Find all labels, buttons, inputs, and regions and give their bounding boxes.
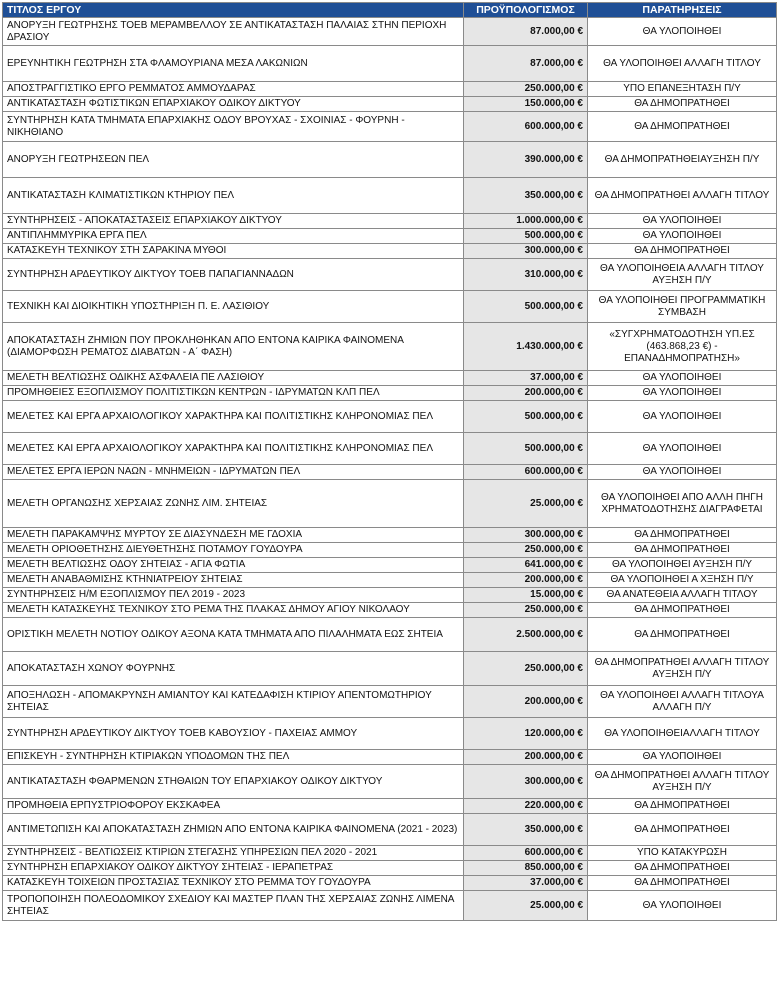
budget-cell: 200.000,00 € <box>464 386 588 401</box>
project-title-cell: ΤΡΟΠΟΠΟΙΗΣΗ ΠΟΛΕΟΔΟΜΙΚΟΥ ΣΧΕΔΙΟΥ ΚΑΙ ΜΑΣΤΕΡ ΠΛΑΝ ΤΗΣ ΧΕΡΣΑΙΑΣ ΖΩΝΗΣ ΛΙΜΕΝΑ ΣΗΤΕΙΑΣ <box>3 891 464 921</box>
budget-cell: 87.000,00 € <box>464 46 588 82</box>
project-title-cell: ΚΑΤΑΣΚΕΥΗ ΤΕΧΝΙΚΟΥ ΣΤΗ ΣΑΡΑΚΙΝΑ ΜΥΘΟΙ <box>3 244 464 259</box>
notes-cell: ΥΠΟ ΚΑΤΑΚΥΡΩΣΗ <box>588 846 777 861</box>
project-title-cell: ΕΡΕΥΝΗΤΙΚΗ ΓΕΩΤΡΗΣΗ ΣΤΑ ΦΛΑΜΟΥΡΙΑΝΑ ΜΕΣΑ ΛΑΚΩΝΙΩΝ <box>3 46 464 82</box>
budget-cell: 310.000,00 € <box>464 259 588 291</box>
table-row <box>3 718 777 750</box>
budget-cell: 120.000,00 € <box>464 718 588 750</box>
table-row <box>3 846 777 861</box>
project-title-cell: ΤΕΧΝΙΚΗ ΚΑΙ ΔΙΟΙΚΗΤΙΚΗ ΥΠΟΣΤΗΡΙΞΗ Π. Ε. ΛΑΣΙΘΙΟΥ <box>3 291 464 323</box>
project-title-cell: ΜΕΛΕΤΕΣ ΕΡΓΑ ΙΕΡΩΝ ΝΑΩΝ - ΜΝΗΜΕΙΩΝ - ΙΔΡΥΜΑΤΩΝ ΠΕΛ <box>3 465 464 480</box>
project-title-cell: ΣΥΝΤΗΡΗΣΕΙΣ - ΑΠΟΚΑΤΑΣΤΑΣΕΙΣ ΕΠΑΡΧΙΑΚΟΥ ΔΙΚΤΥΟΥ <box>3 214 464 229</box>
budget-cell: 1.430.000,00 € <box>464 323 588 371</box>
notes-cell: ΘΑ ΥΛΟΠΟΙΗΘΕΙ <box>588 750 777 765</box>
notes-cell: ΘΑ ΔΗΜΟΠΡΑΤΗΘΕΙ <box>588 112 777 142</box>
project-title-cell: ΜΕΛΕΤΗ ΒΕΛΤΙΩΣΗΣ ΟΔΟΥ ΣΗΤΕΙΑΣ - ΑΓΙΑ ΦΩΤΙΑ <box>3 558 464 573</box>
notes-cell: ΘΑ ΥΛΟΠΟΙΗΘΕΙ <box>588 371 777 386</box>
table-row <box>3 323 777 371</box>
budget-cell: 600.000,00 € <box>464 112 588 142</box>
notes-cell: ΘΑ ΥΛΟΠΟΙΗΘΕΙ <box>588 465 777 480</box>
table-row <box>3 603 777 618</box>
budget-cell: 600.000,00 € <box>464 846 588 861</box>
table-row <box>3 765 777 799</box>
column-header-notes: ΠΑΡΑΤΗΡΗΣΕΙΣ <box>588 3 777 18</box>
notes-cell: ΘΑ ΔΗΜΟΠΡΑΤΗΘΕΙ <box>588 861 777 876</box>
project-title-cell: ΜΕΛΕΤΗ ΒΕΛΤΙΩΣΗΣ ΟΔΙΚΗΣ ΑΣΦΑΛΕΙΑ ΠΕ ΛΑΣΙΘΙΟΥ <box>3 371 464 386</box>
project-title-cell: ΜΕΛΕΤΗ ΚΑΤΑΣΚΕΥΗΣ ΤΕΧΝΙΚΟΥ ΣΤΟ ΡΕΜΑ ΤΗΣ ΠΛΑΚΑΣ ΔΗΜΟΥ ΑΓΙΟΥ ΝΙΚΟΛΑΟΥ <box>3 603 464 618</box>
project-title-cell: ΑΝΤΙΚΑΤΑΣΤΑΣΗ ΦΩΤΙΣΤΙΚΩΝ ΕΠΑΡΧΙΑΚΟΥ ΟΔΙΚΟΥ ΔΙΚΤΥΟΥ <box>3 97 464 112</box>
notes-cell: ΘΑ ΥΛΟΠΟΙΗΘΕΙ <box>588 433 777 465</box>
budget-cell: 200.000,00 € <box>464 686 588 718</box>
notes-cell: ΘΑ ΥΛΟΠΟΙΗΘΕΙ <box>588 18 777 46</box>
table-header-row <box>3 3 777 18</box>
table-row <box>3 543 777 558</box>
notes-cell: ΘΑ ΥΛΟΠΟΙΗΘΕΙ ΑΛΛΑΓΗ ΤΙΤΛΟΥ <box>588 46 777 82</box>
notes-cell: ΘΑ ΑΝΑΤΕΘΕΙΑ ΑΛΛΑΓΗ ΤΙΤΛΟΥ <box>588 588 777 603</box>
notes-cell: ΘΑ ΥΛΟΠΟΙΗΘΕΙ Α ΧΞΗΣΗ Π/Υ <box>588 573 777 588</box>
notes-cell: ΥΠΟ ΕΠΑΝΕΞΗΤΑΣΗ Π/Υ <box>588 82 777 97</box>
project-title-cell: ΑΝΤΙΚΑΤΑΣΤΑΣΗ ΦΘΑΡΜΕΝΩΝ ΣΤΗΘΑΙΩΝ ΤΟΥ ΕΠΑΡΧΙΑΚΟΥ ΟΔΙΚΟΥ ΔΙΚΤΥΟΥ <box>3 765 464 799</box>
budget-cell: 250.000,00 € <box>464 603 588 618</box>
table-row <box>3 97 777 112</box>
project-title-cell: ΣΥΝΤΗΡΗΣΕΙΣ Η/Μ ΕΞΟΠΛΙΣΜΟΥ ΠΕΛ 2019 - 2023 <box>3 588 464 603</box>
budget-cell: 300.000,00 € <box>464 765 588 799</box>
table-row <box>3 229 777 244</box>
table-row <box>3 142 777 178</box>
notes-cell: ΘΑ ΥΛΟΠΟΙΗΘΕΙ ΑΛΛΑΓΗ ΤΙΤΛΟΥΑ ΑΛΛΑΓΗ Π/Υ <box>588 686 777 718</box>
budget-cell: 37.000,00 € <box>464 371 588 386</box>
notes-cell: ΘΑ ΔΗΜΟΠΡΑΤΗΘΕΙ <box>588 97 777 112</box>
budget-cell: 25.000,00 € <box>464 480 588 528</box>
budget-cell: 250.000,00 € <box>464 82 588 97</box>
budget-cell: 300.000,00 € <box>464 528 588 543</box>
budget-cell: 500.000,00 € <box>464 433 588 465</box>
project-title-cell: ΑΝΤΙΜΕΤΩΠΙΣΗ ΚΑΙ ΑΠΟΚΑΤΑΣΤΑΣΗ ΖΗΜΙΩΝ ΑΠΟ ΕΝΤΟΝΑ ΚΑΙΡΙΚΑ ΦΑΙΝΟΜΕΝΑ (2021 - 2023) <box>3 814 464 846</box>
budget-cell: 390.000,00 € <box>464 142 588 178</box>
table-row <box>3 244 777 259</box>
table-row <box>3 861 777 876</box>
budget-cell: 25.000,00 € <box>464 891 588 921</box>
table-row <box>3 178 777 214</box>
project-title-cell: ΑΝΟΡΥΞΗ ΓΕΩΤΡΗΣΗΣ ΤΟΕΒ ΜΕΡΑΜΒΕΛΛΟΥ ΣΕ ΑΝΤΙΚΑΤΑΣΤΑΣΗ ΠΑΛΑΙΑΣ ΣΤΗΝ ΠΕΡΙΟΧΗ ΔΡΑΣΙΟΥ <box>3 18 464 46</box>
notes-cell: «ΣΥΓΧΡΗΜΑΤΟΔΟΤΗΣΗ ΥΠ.ΕΣ (463.868,23 €) - ΕΠΑΝΑΔΗΜΟΠΡΑΤΗΣΗ» <box>588 323 777 371</box>
table-row <box>3 686 777 718</box>
table-row <box>3 82 777 97</box>
notes-cell: ΘΑ ΥΛΟΠΟΙΗΘΕΙ <box>588 891 777 921</box>
project-title-cell: ΠΡΟΜΗΘΕΙΕΣ ΕΞΟΠΛΙΣΜΟΥ ΠΟΛΙΤΙΣΤΙΚΩΝ ΚΕΝΤΡΩΝ - ΙΔΡΥΜΑΤΩΝ ΚΛΠ ΠΕΛ <box>3 386 464 401</box>
table-row <box>3 386 777 401</box>
project-title-cell: ΜΕΛΕΤΗ ΠΑΡΑΚΑΜΨΗΣ ΜΥΡΤΟΥ ΣΕ ΔΙΑΣΥΝΔΕΣΗ ΜΕ ΓΔΟΧΙΑ <box>3 528 464 543</box>
table-row <box>3 876 777 891</box>
column-header-budget: ΠΡΟΫΠΟΛΟΓΙΣΜΟΣ <box>464 3 588 18</box>
notes-cell: ΘΑ ΥΛΟΠΟΙΗΘΕΙΑ ΑΛΛΑΓΗ ΤΙΤΛΟΥ ΑΥΞΗΣΗ Π/Υ <box>588 259 777 291</box>
notes-cell: ΘΑ ΔΗΜΟΠΡΑΤΗΘΕΙ <box>588 244 777 259</box>
budget-cell: 37.000,00 € <box>464 876 588 891</box>
notes-cell: ΘΑ ΔΗΜΟΠΡΑΤΗΘΕΙΑΥΞΗΣΗ Π/Υ <box>588 142 777 178</box>
project-title-cell: ΕΠΙΣΚΕΥΗ - ΣΥΝΤΗΡΗΣΗ ΚΤΙΡΙΑΚΩΝ ΥΠΟΔΟΜΩΝ ΤΗΣ ΠΕΛ <box>3 750 464 765</box>
budget-cell: 250.000,00 € <box>464 652 588 686</box>
notes-cell: ΘΑ ΔΗΜΟΠΡΑΤΗΘΕΙ ΑΛΛΑΓΗ ΤΙΤΛΟΥ <box>588 178 777 214</box>
table-row <box>3 652 777 686</box>
table-row <box>3 401 777 433</box>
budget-cell: 2.500.000,00 € <box>464 618 588 652</box>
notes-cell: ΘΑ ΥΛΟΠΟΙΗΘΕΙ ΑΠΟ ΑΛΛΗ ΠΗΓΗ ΧΡΗΜΑΤΟΔΟΤΗΣΗΣ ΔΙΑΓΡΑΦΕΤΑΙ <box>588 480 777 528</box>
budget-cell: 200.000,00 € <box>464 573 588 588</box>
project-title-cell: ΜΕΛΕΤΕΣ ΚΑΙ ΕΡΓΑ ΑΡΧΑΙΟΛΟΓΙΚΟΥ ΧΑΡΑΚΤΗΡΑ ΚΑΙ ΠΟΛΙΤΙΣΤΙΚΗΣ ΚΛΗΡΟΝΟΜΙΑΣ ΠΕΛ <box>3 401 464 433</box>
table-row <box>3 291 777 323</box>
notes-cell: ΘΑ ΔΗΜΟΠΡΑΤΗΘΕΙ <box>588 618 777 652</box>
table-row <box>3 891 777 921</box>
notes-cell: ΘΑ ΔΗΜΟΠΡΑΤΗΘΕΙ ΑΛΛΑΓΗ ΤΙΤΛΟΥ ΑΥΞΗΣΗ Π/Υ <box>588 652 777 686</box>
table-row <box>3 214 777 229</box>
project-title-cell: ΜΕΛΕΤΗ ΑΝΑΒΑΘΜΙΣΗΣ ΚΤΗΝΙΑΤΡΕΙΟΥ ΣΗΤΕΙΑΣ <box>3 573 464 588</box>
notes-cell: ΘΑ ΥΛΟΠΟΙΗΘΕΙΑΛΛΑΓΗ ΤΙΤΛΟΥ <box>588 718 777 750</box>
notes-cell: ΘΑ ΥΛΟΠΟΙΗΘΕΙ <box>588 214 777 229</box>
project-title-cell: ΜΕΛΕΤΗ ΟΡΓΑΝΩΣΗΣ ΧΕΡΣΑΙΑΣ ΖΩΝΗΣ ΛΙΜ. ΣΗΤΕΙΑΣ <box>3 480 464 528</box>
project-title-cell: ΑΝΤΙΚΑΤΑΣΤΑΣΗ ΚΛΙΜΑΤΙΣΤΙΚΩΝ ΚΤΗΡΙΟΥ ΠΕΛ <box>3 178 464 214</box>
table-row <box>3 799 777 814</box>
notes-cell: ΘΑ ΥΛΟΠΟΙΗΘΕΙ <box>588 386 777 401</box>
notes-cell: ΘΑ ΔΗΜΟΠΡΑΤΗΘΕΙ <box>588 528 777 543</box>
budget-cell: 500.000,00 € <box>464 291 588 323</box>
project-title-cell: ΑΝΤΙΠΛΗΜΜΥΡΙΚΑ ΕΡΓΑ ΠΕΛ <box>3 229 464 244</box>
table-row <box>3 480 777 528</box>
projects-table <box>2 2 777 921</box>
project-title-cell: ΣΥΝΤΗΡΗΣΗ ΑΡΔΕΥΤΙΚΟΥ ΔΙΚΤΥΟΥ ΤΟΕΒ ΠΑΠΑΓΙΑΝΝΑΔΩΝ <box>3 259 464 291</box>
notes-cell: ΘΑ ΔΗΜΟΠΡΑΤΗΘΕΙ ΑΛΛΑΓΗ ΤΙΤΛΟΥ ΑΥΞΗΣΗ Π/Υ <box>588 765 777 799</box>
table-row <box>3 371 777 386</box>
table-row <box>3 558 777 573</box>
project-title-cell: ΟΡΙΣΤΙΚΗ ΜΕΛΕΤΗ ΝΟΤΙΟΥ ΟΔΙΚΟΥ ΑΞΟΝΑ ΚΑΤΑ ΤΜΗΜΑΤΑ ΑΠΟ ΠΙΛΑΛΗΜΑΤΑ ΕΩΣ ΣΗΤΕΙΑ <box>3 618 464 652</box>
budget-cell: 300.000,00 € <box>464 244 588 259</box>
table-row <box>3 46 777 82</box>
budget-cell: 350.000,00 € <box>464 814 588 846</box>
notes-cell: ΘΑ ΔΗΜΟΠΡΑΤΗΘΕΙ <box>588 603 777 618</box>
notes-cell: ΘΑ ΥΛΟΠΟΙΗΘΕΙ ΑΥΞΗΣΗ Π/Υ <box>588 558 777 573</box>
project-title-cell: ΑΝΟΡΥΞΗ ΓΕΩΤΡΗΣΕΩΝ ΠΕΛ <box>3 142 464 178</box>
budget-cell: 850.000,00 € <box>464 861 588 876</box>
project-title-cell: ΣΥΝΤΗΡΗΣΕΙΣ - ΒΕΛΤΙΩΣΕΙΣ ΚΤΙΡΙΩΝ ΣΤΕΓΑΣΗΣ ΥΠΗΡΕΣΙΩΝ ΠΕΛ 2020 - 2021 <box>3 846 464 861</box>
table-row <box>3 588 777 603</box>
notes-cell: ΘΑ ΔΗΜΟΠΡΑΤΗΘΕΙ <box>588 543 777 558</box>
budget-cell: 200.000,00 € <box>464 750 588 765</box>
column-header-title: ΤΙΤΛΟΣ ΕΡΓΟΥ <box>3 3 464 18</box>
notes-cell: ΘΑ ΔΗΜΟΠΡΑΤΗΘΕΙ <box>588 876 777 891</box>
notes-cell: ΘΑ ΥΛΟΠΟΙΗΘΕΙ <box>588 401 777 433</box>
project-title-cell: ΑΠΟΚΑΤΑΣΤΑΣΗ ΧΩΝΟΥ ΦΟΥΡΝΗΣ <box>3 652 464 686</box>
project-title-cell: ΑΠΟΣΤΡΑΓΓΙΣΤΙΚΟ ΕΡΓΟ ΡΕΜΜΑΤΟΣ ΑΜΜΟΥΔΑΡΑΣ <box>3 82 464 97</box>
table-row <box>3 112 777 142</box>
notes-cell: ΘΑ ΥΛΟΠΟΙΗΘΕΙ <box>588 229 777 244</box>
table-body <box>3 18 777 921</box>
budget-cell: 150.000,00 € <box>464 97 588 112</box>
table-row <box>3 573 777 588</box>
table-row <box>3 814 777 846</box>
project-title-cell: ΣΥΝΤΗΡΗΣΗ ΑΡΔΕΥΤΙΚΟΥ ΔΙΚΤΥΟΥ ΤΟΕΒ ΚΑΒΟΥΣΙΟΥ - ΠΑΧΕΙΑΣ ΑΜΜΟΥ <box>3 718 464 750</box>
budget-cell: 87.000,00 € <box>464 18 588 46</box>
table-row <box>3 750 777 765</box>
project-title-cell: ΠΡΟΜΗΘΕΙΑ ΕΡΠΥΣΤΡΙΟΦΟΡΟΥ ΕΚΣΚΑΦΕΑ <box>3 799 464 814</box>
project-title-cell: ΑΠΟΞΗΛΩΣΗ - ΑΠΟΜΑΚΡΥΝΣΗ ΑΜΙΑΝΤΟΥ ΚΑΙ ΚΑΤΕΔΑΦΙΣΗ ΚΤΙΡΙΟΥ ΑΠΕΝΤΟΜΩΤΗΡΙΟΥ ΣΗΤΕΙΑΣ <box>3 686 464 718</box>
table-row <box>3 259 777 291</box>
project-title-cell: ΜΕΛΕΤΕΣ ΚΑΙ ΕΡΓΑ ΑΡΧΑΙΟΛΟΓΙΚΟΥ ΧΑΡΑΚΤΗΡΑ ΚΑΙ ΠΟΛΙΤΙΣΤΙΚΗΣ ΚΛΗΡΟΝΟΜΙΑΣ ΠΕΛ <box>3 433 464 465</box>
project-title-cell: ΣΥΝΤΗΡΗΣΗ ΚΑΤΑ ΤΜΗΜΑΤΑ ΕΠΑΡΧΙΑΚΗΣ ΟΔΟΥ ΒΡΟΥΧΑΣ - ΣΧΟΙΝΙΑΣ - ΦΟΥΡΝΗ - ΝΙΚΗΘΙΑΝΟ <box>3 112 464 142</box>
budget-cell: 1.000.000,00 € <box>464 214 588 229</box>
budget-cell: 641.000,00 € <box>464 558 588 573</box>
budget-cell: 500.000,00 € <box>464 401 588 433</box>
project-title-cell: ΚΑΤΑΣΚΕΥΗ ΤΟΙΧΕΙΩΝ ΠΡΟΣΤΑΣΙΑΣ ΤΕΧΝΙΚΟΥ ΣΤΟ ΡΕΜΜΑ ΤΟΥ ΓΟΥΔΟΥΡΑ <box>3 876 464 891</box>
project-title-cell: ΜΕΛΕΤΗ ΟΡΙΟΘΕΤΗΣΗΣ ΔΙΕΥΘΕΤΗΣΗΣ ΠΟΤΑΜΟΥ ΓΟΥΔΟΥΡΑ <box>3 543 464 558</box>
table-row <box>3 465 777 480</box>
table-row <box>3 433 777 465</box>
notes-cell: ΘΑ ΥΛΟΠΟΙΗΘΕΙ ΠΡΟΓΡΑΜΜΑΤΙΚΗ ΣΥΜΒΑΣΗ <box>588 291 777 323</box>
budget-cell: 220.000,00 € <box>464 799 588 814</box>
project-title-cell: ΑΠΟΚΑΤΑΣΤΑΣΗ ΖΗΜΙΩΝ ΠΟΥ ΠΡΟΚΛΗΘΗΚΑΝ ΑΠΟ ΕΝΤΟΝΑ ΚΑΙΡΙΚΑ ΦΑΙΝΟΜΕΝΑ (ΔΙΑΜΟΡΦΩΣΗ ΡΕΜΑΤΟΣ ΔΙΑΒΑΤΩΝ - Α΄ ΦΑΣΗ) <box>3 323 464 371</box>
notes-cell: ΘΑ ΔΗΜΟΠΡΑΤΗΘΕΙ <box>588 814 777 846</box>
budget-cell: 500.000,00 € <box>464 229 588 244</box>
budget-cell: 15.000,00 € <box>464 588 588 603</box>
notes-cell: ΘΑ ΔΗΜΟΠΡΑΤΗΘΕΙ <box>588 799 777 814</box>
budget-cell: 600.000,00 € <box>464 465 588 480</box>
table-row <box>3 528 777 543</box>
project-title-cell: ΣΥΝΤΗΡΗΣΗ ΕΠΑΡΧΙΑΚΟΥ ΟΔΙΚΟΥ ΔΙΚΤΥΟΥ ΣΗΤΕΙΑΣ - ΙΕΡΑΠΕΤΡΑΣ <box>3 861 464 876</box>
budget-cell: 350.000,00 € <box>464 178 588 214</box>
table-row <box>3 18 777 46</box>
budget-cell: 250.000,00 € <box>464 543 588 558</box>
table-row <box>3 618 777 652</box>
